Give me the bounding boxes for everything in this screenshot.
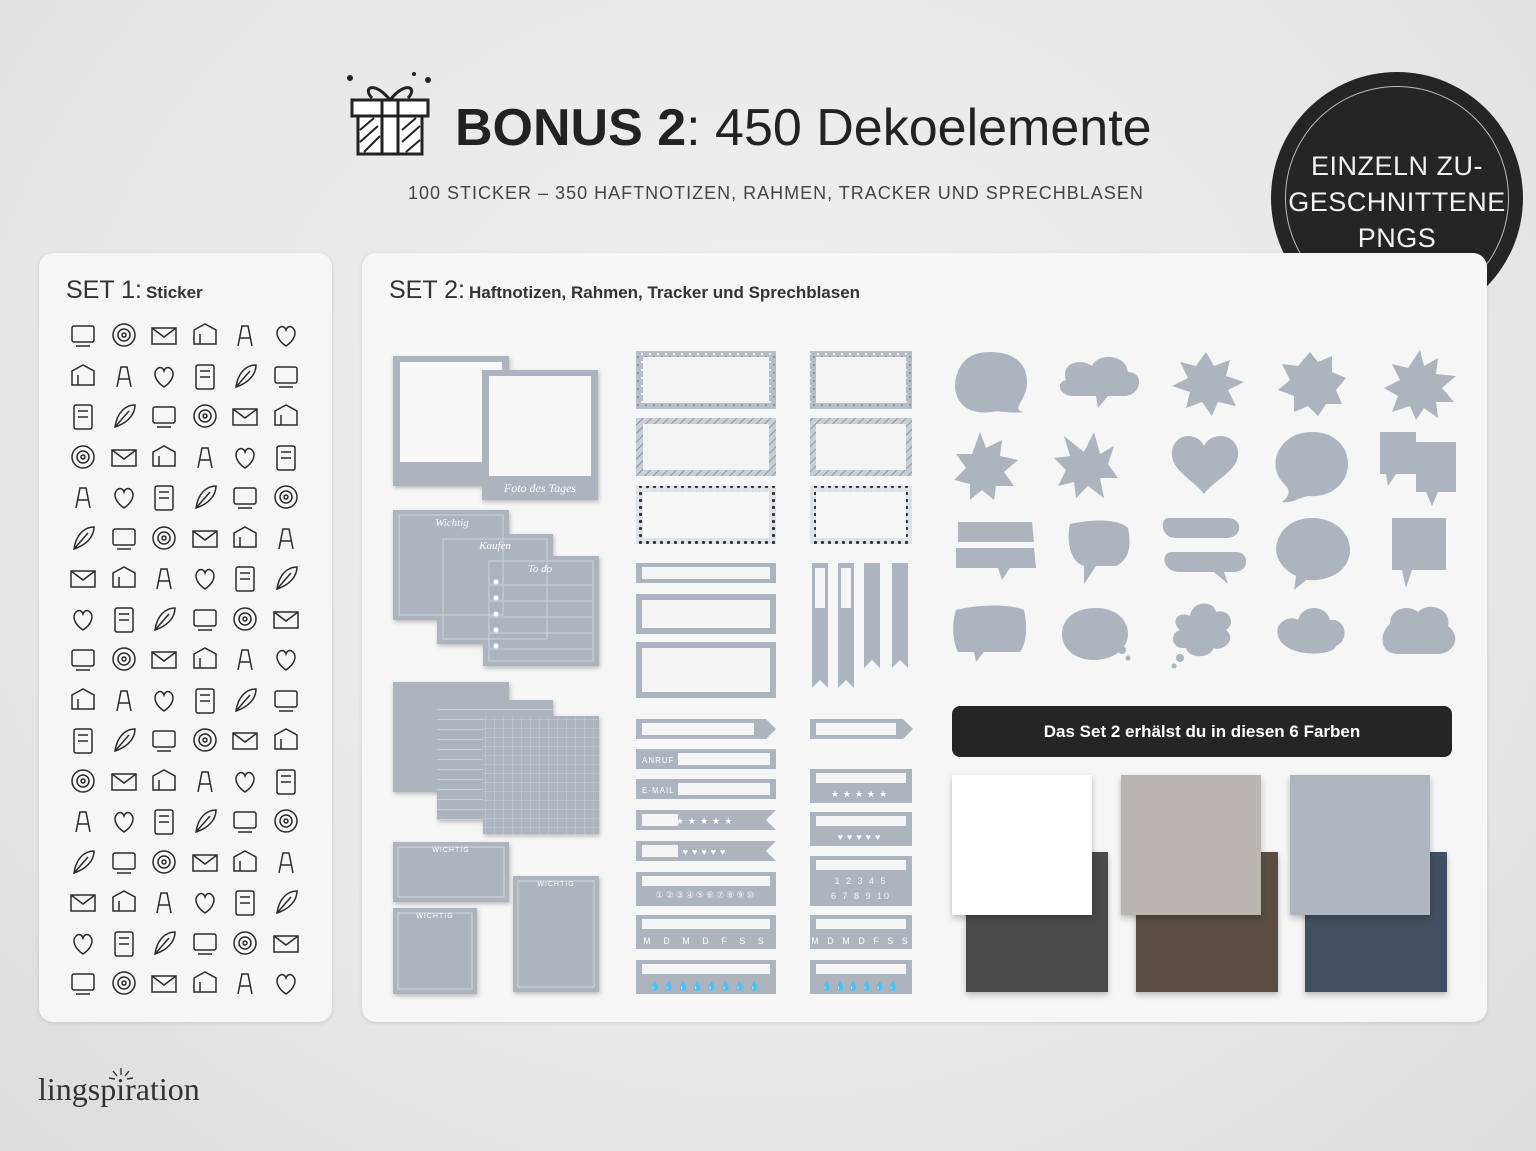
sticky-notes <box>393 510 599 666</box>
badge-line-3: PNGS <box>1357 223 1437 253</box>
note-label-todo: To do <box>527 563 553 575</box>
tracker-label-email: E-MAIL <box>642 786 675 795</box>
note-label-wichtig: Wichtig <box>435 517 469 529</box>
tracker-numbers-row1: 1 2 3 4 5 <box>834 876 888 886</box>
tracker-stars: ★★★★★ <box>675 816 737 826</box>
speech-bubbles <box>953 350 1456 669</box>
set2-label: SET 2: <box>389 276 465 304</box>
svg-text:💧💧💧💧💧💧: 💧💧💧💧💧💧 <box>821 981 901 991</box>
swatch-front-3 <box>1290 775 1430 915</box>
patterned-frames <box>636 351 912 544</box>
swatch-front-1 <box>952 775 1092 915</box>
subtitle: 100 STICKER – 350 HAFTNOTIZEN, RAHMEN, TRACKER UND SPRECHBLASEN <box>408 183 1144 203</box>
tracker-numbers-row2: 6 7 8 9 10 <box>830 891 892 901</box>
tracker-numbers: ①②③④⑤⑥⑦⑧⑨⑩ <box>655 890 757 900</box>
wichtig-label-1: WICHTIG <box>432 847 470 854</box>
tracker-hearts-2: ♥♥♥♥♥ <box>837 832 885 842</box>
tracker-label-anruf: ANRUF <box>642 756 675 765</box>
tracker-hearts: ♥♥♥♥♥ <box>682 847 730 857</box>
polaroid-caption: Foto des Tages <box>503 481 577 495</box>
set1-name: Sticker <box>145 283 203 302</box>
plain-frames <box>636 563 776 698</box>
wichtig-label-3: WICHTIG <box>537 881 575 888</box>
trackers <box>636 719 913 994</box>
swatch-front-2 <box>1121 775 1261 915</box>
badge-line-1: EINZELN ZU- <box>1310 151 1483 181</box>
tracker-weekdays: M D M D F S S <box>643 936 769 946</box>
title-rest: : 450 Dekoelemente <box>686 99 1152 157</box>
badge-line-2: GESCHNITTENE <box>1288 187 1506 217</box>
tracker-drops: 💧💧💧💧💧💧💧💧 <box>649 981 763 991</box>
pad-notes <box>393 682 599 834</box>
tracker-weekdays-2: M D M D F S S <box>811 936 911 946</box>
set2-name: Haftnotizen, Rahmen, Tracker und Sprechblasen <box>468 283 861 302</box>
title-bold: BONUS 2 <box>455 99 687 157</box>
note-label-kaufen: Kaufen <box>479 540 511 552</box>
tracker-stars-2: ★★★★★ <box>830 789 892 799</box>
set1-label: SET 1: <box>66 276 142 304</box>
bookmark-ribbons <box>812 563 908 688</box>
wichtig-label-2: WICHTIG <box>416 913 454 920</box>
colors-banner: Das Set 2 erhälst du in diesen 6 Farben <box>952 706 1452 757</box>
polaroid-frames <box>393 356 598 500</box>
brand-logo: lingspiration <box>38 1071 200 1107</box>
